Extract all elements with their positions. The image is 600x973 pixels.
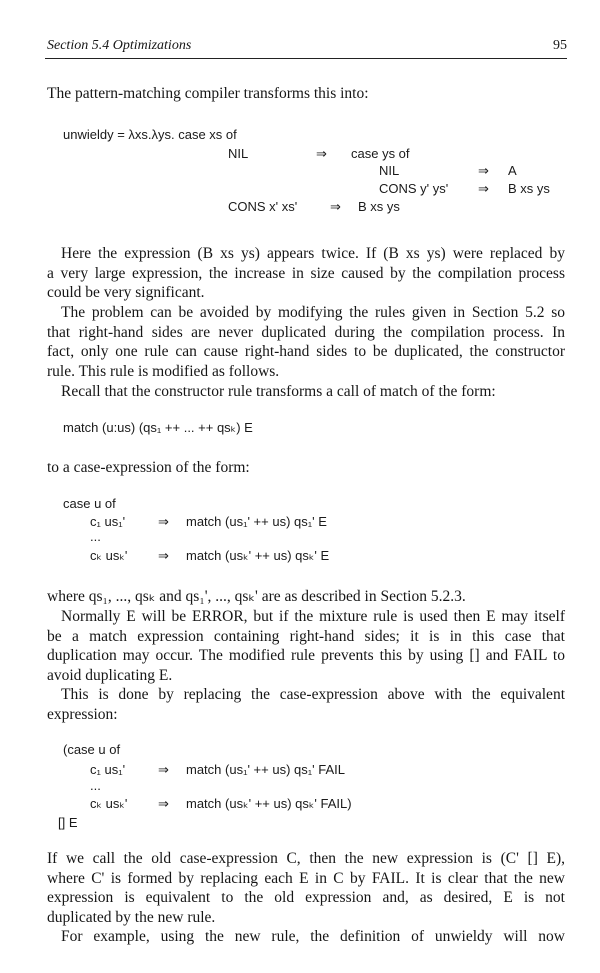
code-line: (case u of [63,742,121,757]
paragraph-old-case [47,849,565,927]
text-line: duplicated by the new rule. [47,908,216,926]
text-line: duplication may occur. The modified rule prevents this by using [] and FAIL to [47,647,565,665]
paragraph-normally [47,607,565,685]
page-number: 95 [553,38,567,53]
code-rhs: match (us₁' ++ us) qs₁' FAIL [186,762,345,777]
arrow-icon: ⇒ [316,146,327,161]
arrow-icon: ⇒ [478,181,489,196]
text-line: fact, only one rule can cause right-hand sides to be duplicated, the constructor [47,343,565,361]
text-line: Here the expression (B xs ys) appears twice. If (B xs ys) were replaced by [61,245,565,262]
code-rhs: B xs ys [358,199,400,214]
code-rhs: match (us₁' ++ us) qs₁' E [186,514,327,529]
arrow-icon: ⇒ [158,548,169,563]
code-pattern: CONS x' xs' [228,199,298,214]
code-rhs: case ys of [351,146,410,161]
code-line: unwieldy = λxs.λys. case xs of [63,127,237,142]
code-rhs: B xs ys [508,181,550,196]
code-pattern: CONS y' ys' [379,181,449,196]
code-rhs: match (usₖ' ++ us) qsₖ' FAIL) [186,796,352,811]
text-line: rule. This rule is modified as follows. [47,362,280,380]
code-pattern: cₖ usₖ' [90,548,128,563]
paragraph-duplication [47,244,565,303]
paragraph-recall: Recall that the constructor rule transforms a call of match of the form: [61,383,496,400]
text-line: This is done by replacing the case-expression above with the equivalent [61,686,565,703]
code-line: case u of [63,496,116,511]
arrow-icon: ⇒ [158,796,169,811]
text-line: be a match expression containing right-hand sides; it is in this case that [47,627,565,645]
paragraph-avoid [47,303,565,381]
text-line: expression is equivalent to the old expression and, as desired, E is not [47,889,565,907]
code-rhs: A [508,163,517,178]
text-line: avoid duplicating E. [47,666,173,684]
arrow-icon: ⇒ [330,199,341,214]
running-header-section: Section 5.4 Optimizations [47,38,192,53]
paragraph-replacing [47,685,565,724]
arrow-icon: ⇒ [158,514,169,529]
code-rhs: match (usₖ' ++ us) qsₖ' E [186,548,330,563]
text-line: Normally E will be ERROR, but if the mixture rule is used then E may itself [61,608,565,625]
code-line: [] E [58,815,78,830]
text-line: The problem can be avoided by modifying the rules given in Section 5.2 so [61,304,565,321]
paragraph-example: For example, using the new rule, the definition of unwieldy will now [61,928,565,945]
code-pattern: NIL [379,163,400,178]
paragraph-where: where qs₁, ..., qsₖ and qs₁', ..., qsₖ' are as described in Section 5.2.3. [47,588,466,605]
code-ellipsis: ... [90,778,101,793]
text-line: expression: [47,705,118,723]
text-line: If we call the old case-expression C, then the new expression is (C' [] E), [47,850,565,867]
text-line: could be very significant. [47,284,205,302]
text-line: where C' is formed by replacing each E in C by FAIL. It is clear that the new [47,869,565,887]
text-line: that right-hand sides are never duplicated during the compilation process. In [47,323,565,341]
code-pattern: c₁ us₁' [90,514,126,529]
code-pattern: NIL [228,146,249,161]
arrow-icon: ⇒ [478,163,489,178]
arrow-icon: ⇒ [158,762,169,777]
code-pattern: cₖ usₖ' [90,796,128,811]
intro-paragraph: The pattern-matching compiler transforms this into: [47,85,369,102]
header-rule [45,58,567,59]
code-pattern: c₁ us₁' [90,762,126,777]
text-line: a very large expression, the increase in size caused by the compilation process [47,264,565,282]
code-match-call: match (u:us) (qs₁ ++ ... ++ qsₖ) E [63,420,253,435]
paragraph-case-form: to a case-expression of the form: [47,459,250,476]
code-ellipsis: ... [90,529,101,544]
